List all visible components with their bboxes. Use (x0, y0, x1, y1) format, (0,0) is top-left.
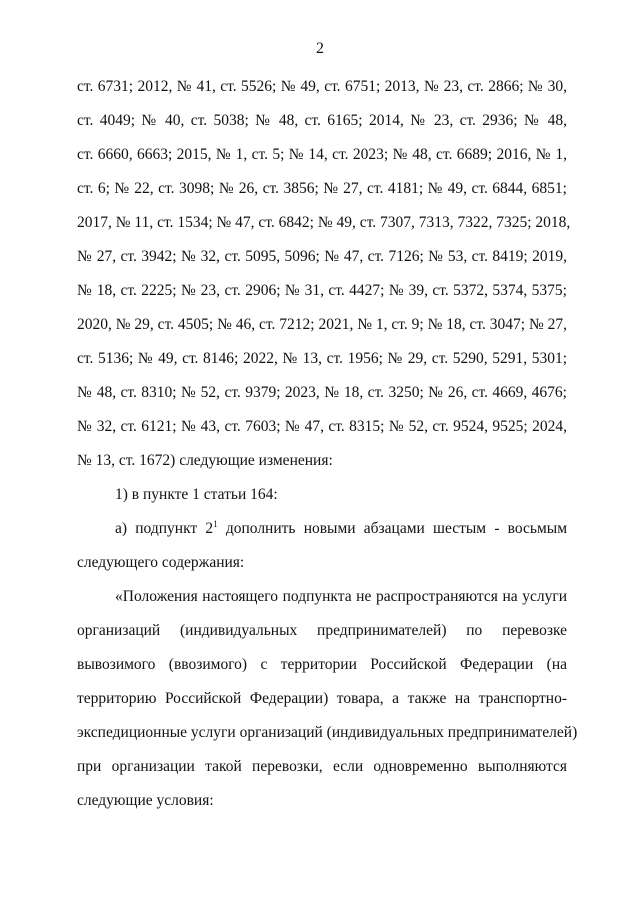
text-line: при организации такой перевозки, если одновременно выполняются (77, 758, 567, 775)
text-line: ст. 4049; № 40, ст. 5038; № 48, ст. 6165; 2014, № 23, ст. 2936; № 48, (77, 112, 567, 129)
text-line: вывозимого (ввозимого) с территории Российской Федерации (на (77, 656, 567, 673)
text-line: № 32, ст. 6121; № 43, ст. 7603; № 47, ст. 8315; № 52, ст. 9524, 9525; 2024, (77, 418, 567, 435)
quote-start-line: «Положения настоящего подпункта не распространяются на услуги (115, 588, 567, 605)
subitem-text-end: дополнить новыми абзацами шестым - восьмым (217, 520, 568, 537)
text-line: 2017, № 11, ст. 1534; № 47, ст. 6842; № 49, ст. 7307, 7313, 7322, 7325; 2018, (77, 214, 571, 231)
text-line: 2020, № 29, ст. 4505; № 46, ст. 7212; 2021, № 1, ст. 9; № 18, ст. 3047; № 27, (77, 316, 567, 333)
text-line: ст. 6731; 2012, № 41, ст. 5526; № 49, ст. 6751; 2013, № 23, ст. 2866; № 30, (77, 78, 567, 95)
text-line: № 48, ст. 8310; № 52, ст. 9379; 2023, № 18, ст. 3250; № 26, ст. 4669, 4676; (77, 384, 567, 401)
subitem-line (77, 512, 567, 546)
text-line: № 27, ст. 3942; № 32, ст. 5095, 5096; № 47, ст. 7126; № 53, ст. 8419; 2019, (77, 248, 567, 265)
list-item-heading: 1) в пункте 1 статьи 164: (115, 486, 278, 503)
superscript: 1 (213, 518, 218, 529)
text-line: ст. 6; № 22, ст. 3098; № 26, ст. 3856; № 27, ст. 4181; № 49, ст. 6844, 6851; (77, 180, 567, 197)
text-line: ст. 6660, 6663; 2015, № 1, ст. 5; № 14, ст. 2023; № 48, ст. 6689; 2016, № 1, (77, 146, 567, 163)
subitem-text-start: а) подпункт 2 (115, 520, 214, 537)
text-line: № 18, ст. 2225; № 23, ст. 2906; № 31, ст. 4427; № 39, ст. 5372, 5374, 5375; (77, 282, 567, 299)
text-line: следующего содержания: (77, 554, 245, 571)
text-line: территорию Российской Федерации) товара, а также на транспортно- (77, 690, 567, 707)
text-line: организаций (индивидуальных предпринимателей) по перевозке (77, 622, 567, 639)
text-line: следующие условия: (77, 792, 214, 809)
page-number: 2 (316, 40, 324, 57)
document-body (77, 70, 578, 818)
text-line: экспедиционные услуги организаций (индивидуальных предпринимателей) (77, 724, 578, 741)
text-line: № 13, ст. 1672) следующие изменения: (77, 452, 333, 469)
text-line: ст. 5136; № 49, ст. 8146; 2022, № 13, ст. 1956; № 29, ст. 5290, 5291, 5301; (77, 350, 567, 367)
